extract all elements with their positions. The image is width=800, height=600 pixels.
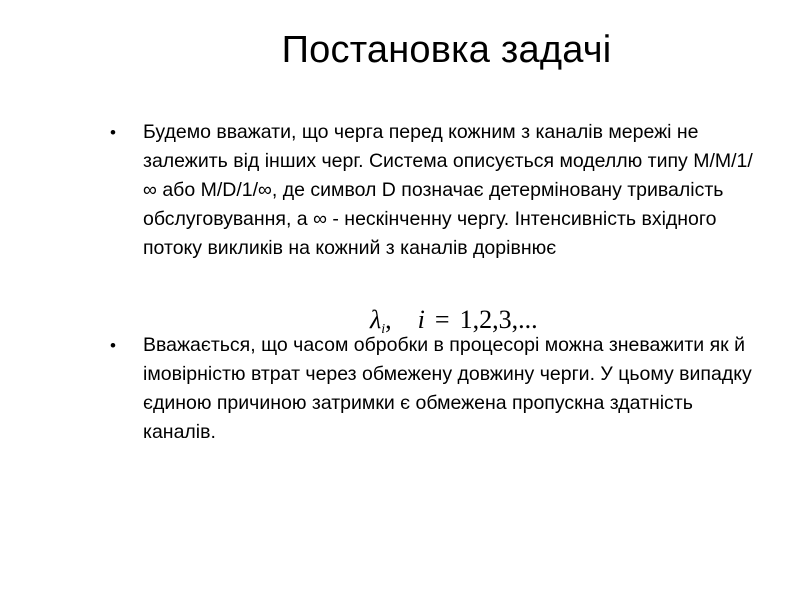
formula-equals: = [434,305,450,334]
bullet-item [108,331,758,447]
formula-values: 1,2,3,... [459,305,538,334]
slide-title: Постановка задачі [281,29,612,71]
formula-subscript: i [381,322,386,337]
bullet-text: Будемо вважати, що черга перед кожним з каналів мережі не залежить від інших черг. Система описується моделлю типу М/М/1/∞ або M/D/1/∞, де символ D позначає детерміновану тривалість обслуговування, а ∞ - нескінченну чергу. Інтенсивність вхідного потоку викликів на кожний з каналів дорівнює [143,121,753,259]
bullet-marker: • [110,123,116,142]
bullet-list [108,118,758,263]
formula-lambda: λ [370,305,382,334]
bullet-item [108,118,758,263]
bullet-marker: • [110,336,116,355]
bullet-text: Вважається, що часом обробки в процесорі можна зневажити як й імовірністю втрат через обмежену довжину черги. У цьому випадку єдиною причиною затримки є обмежена пропускна здатність каналів. [143,334,752,443]
formula-index: i [417,305,425,334]
formula-comma: , [385,305,392,334]
bullet-list-2 [108,331,758,447]
